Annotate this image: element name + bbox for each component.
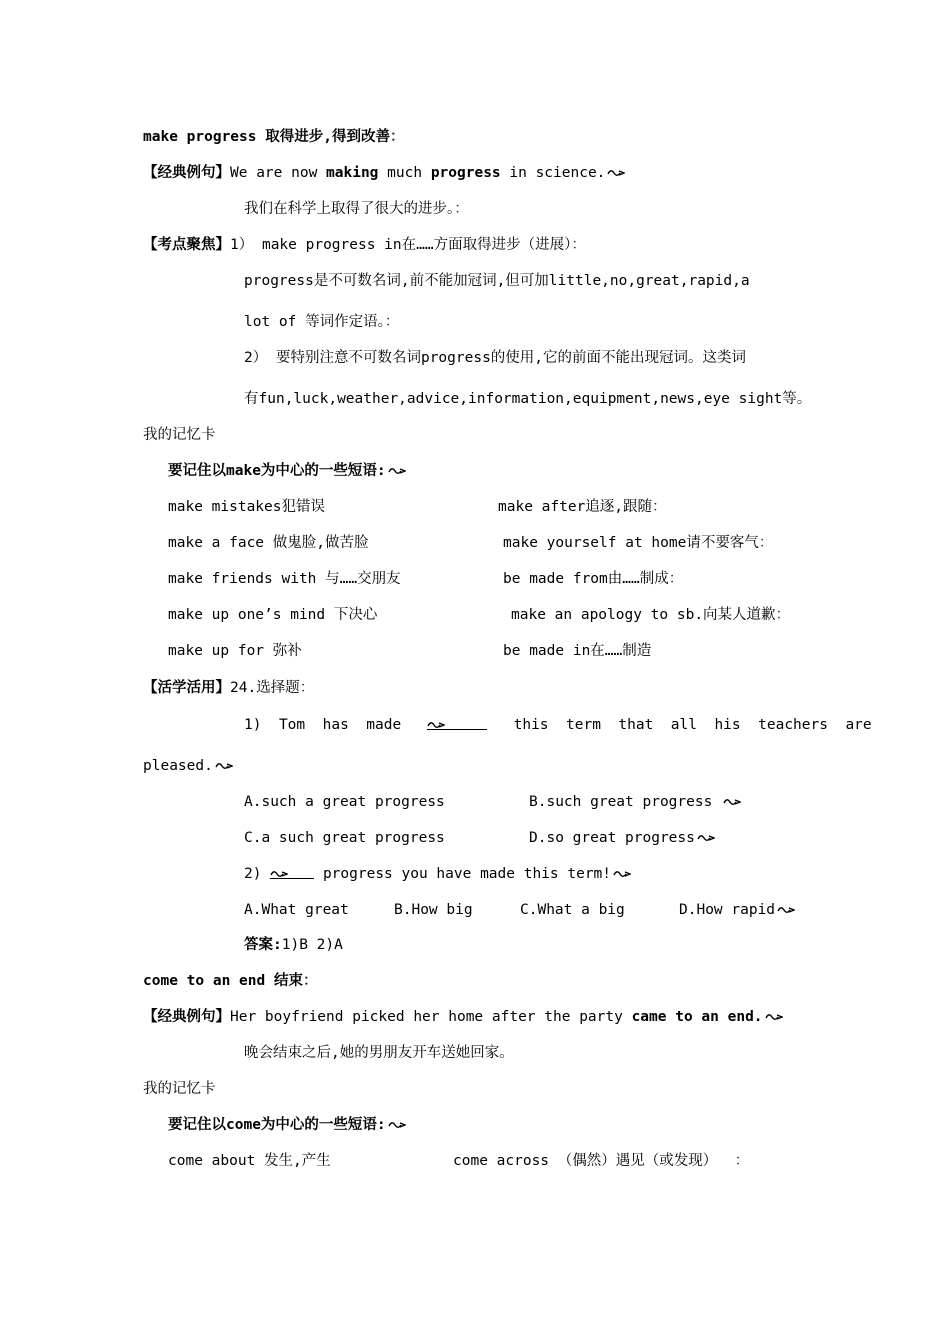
phrase-item: come across （偶然）遇见（或发现） ： xyxy=(453,1153,750,1169)
wave-mark-icon xyxy=(607,164,625,184)
wave-mark-icon xyxy=(723,793,741,813)
phrase-item: make after追逐,跟随： xyxy=(498,499,667,515)
example-translation-2: 晚会结束之后,她的男朋友开车送她回家。 xyxy=(244,1045,514,1061)
phrase-item: make a face 做鬼脸,做苦脸 xyxy=(168,535,369,551)
focus-point-1b-line2: lot of 等词作定语。： xyxy=(244,314,400,330)
focus-tag: 【考点聚焦】 xyxy=(143,237,230,253)
phrase-item: make an apology to sb.向某人道歉： xyxy=(511,607,791,623)
phrase-item: be made in在……制造 xyxy=(503,643,652,659)
wave-mark-icon xyxy=(388,462,406,482)
wave-mark-icon xyxy=(765,1008,783,1028)
wave-mark-icon xyxy=(215,757,233,777)
wave-mark-icon xyxy=(388,1116,406,1136)
example-tag: 【经典例句】 xyxy=(143,165,230,181)
focus-point-2-line1: 2） 要特别注意不可数名词progress的使用,它的前面不能出现冠词。这类词 xyxy=(244,350,747,366)
practice-tag: 【活学活用】 xyxy=(143,680,230,696)
q2-option-d: D.How rapid xyxy=(679,900,795,921)
example-sentence: 【经典例句】We are now making much progress in science. xyxy=(143,163,625,184)
phrase-item: make yourself at home请不要客气： xyxy=(503,535,774,551)
phrase-item: make friends with 与……交朋友 xyxy=(168,571,401,587)
answer-blank xyxy=(270,864,314,879)
question-1-line1: 1) Tom has made this term that all his teachers are xyxy=(244,717,872,733)
wave-mark-icon xyxy=(697,829,715,849)
example-tag: 【经典例句】 xyxy=(143,1009,230,1025)
option-c: C.a such great progress xyxy=(244,830,445,846)
phrase-item: be made from由……制成： xyxy=(503,571,684,587)
answer-key: 答案:1)B 2)A xyxy=(244,937,343,953)
question-1-line2: pleased. xyxy=(143,756,233,777)
phrase-item: make up one’s mind 下决心 xyxy=(168,607,378,623)
wave-mark-icon xyxy=(777,901,795,921)
section-heading-come-to-an-end: come to an end 结束： xyxy=(143,973,318,989)
example-translation: 我们在科学上取得了很大的进步。： xyxy=(244,201,469,217)
q2-option-c: C.What a big xyxy=(520,902,625,918)
focus-point-2-line2: 有fun,luck,weather,advice,information,equipment,news,eye sight等。 xyxy=(244,391,812,407)
wave-mark-icon xyxy=(613,865,631,885)
phrase-item: make up for 弥补 xyxy=(168,643,302,659)
option-d: D.so great progress xyxy=(529,828,715,849)
option-a: A.such a great progress xyxy=(244,794,445,810)
option-b: B.such great progress xyxy=(529,792,741,813)
memory-card-title-2: 我的记忆卡 xyxy=(143,1081,216,1097)
phrase-item: come about 发生,产生 xyxy=(168,1153,331,1169)
section-heading-make-progress: make progress 取得进步,得到改善： xyxy=(143,129,405,145)
practice-heading: 【活学活用】24.选择题： xyxy=(143,680,315,696)
q2-option-a: A.What great xyxy=(244,902,349,918)
memory-card-title: 我的记忆卡 xyxy=(143,427,216,443)
focus-point-1: 【考点聚焦】1） make progress in在……方面取得进步（进展）： xyxy=(143,237,586,253)
memory-card-subtitle-2: 要记住以come为中心的一些短语: xyxy=(168,1115,406,1136)
focus-point-1b-line1: progress是不可数名词,前不能加冠词,但可加little,no,great,rapid,a xyxy=(244,273,750,289)
example-sentence-2: 【经典例句】Her boyfriend picked her home after the party came to an end. xyxy=(143,1007,783,1028)
question-2: 2) progress you have made this term! xyxy=(244,864,631,885)
memory-card-subtitle: 要记住以make为中心的一些短语: xyxy=(168,461,406,482)
phrase-item: make mistakes犯错误 xyxy=(168,499,325,515)
answer-blank xyxy=(427,715,487,730)
q2-option-b: B.How big xyxy=(394,902,473,918)
